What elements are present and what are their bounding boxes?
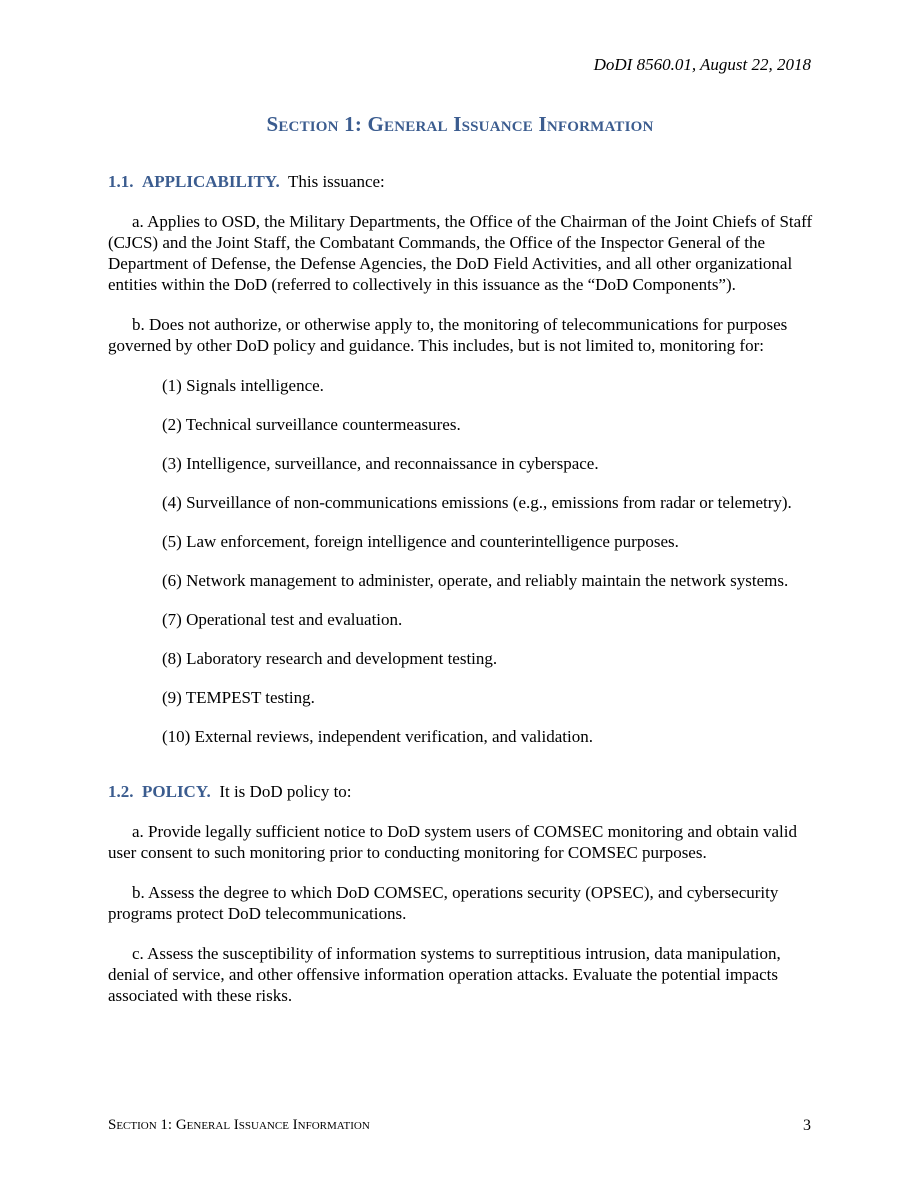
paragraph: a. Provide legally sufficient notice to DoD system users of COMSEC monitoring and obtain valid user consent to such monitoring prior to conducting monitoring for COMSEC purposes. — [108, 822, 797, 862]
paragraph: c. Assess the susceptibility of information systems to surreptitious intrusion, data manipulation, denial of service, and other offensive information operation attacks. Evaluate the potential impacts associated with these risks. — [108, 944, 781, 1005]
section-intro: This issuance: — [287, 172, 385, 191]
document-body — [108, 171, 818, 1025]
section-spacer — [108, 765, 818, 781]
list-item: (10) External reviews, independent verification, and validation. — [162, 727, 593, 746]
paragraph: b. Assess the degree to which DoD COMSEC, operations security (OPSEC), and cybersecurity programs protect DoD telecommunications. — [108, 883, 779, 923]
policy-heading — [108, 781, 818, 802]
section-number: 1.1. — [108, 172, 134, 191]
section-number: 1.2. — [108, 782, 134, 801]
section-label: APPLICABILITY. — [142, 172, 280, 191]
document-reference: DoDI 8560.01, August 22, 2018 — [593, 55, 811, 74]
list-item: (6) Network management to administer, operate, and reliably maintain the network systems. — [162, 571, 789, 590]
list-item: (1) Signals intelligence. — [162, 376, 324, 395]
list-item: (2) Technical surveillance countermeasures. — [162, 415, 461, 434]
paragraph: b. Does not authorize, or otherwise apply to, the monitoring of telecommunications for purposes governed by other DoD policy and guidance. This includes, but is not limited to, monitoring for: — [108, 315, 788, 355]
footer-section-label: Section 1: General Issuance Information — [108, 1117, 370, 1133]
section-title: Section 1: General Issuance Information — [266, 112, 654, 136]
list-item: (5) Law enforcement, foreign intelligence and counterintelligence purposes. — [162, 532, 679, 551]
page-number: 3 — [803, 1117, 811, 1134]
section-label: POLICY. — [142, 782, 211, 801]
paragraph: a. Applies to OSD, the Military Departments, the Office of the Chairman of the Joint Chiefs of Staff (CJCS) and the Joint Staff, the Combatant Commands, the Office of the Inspector General of the Department of Defense, the Defense Agencies, the DoD Field Activities, and all other organizational entities within the DoD (referred to collectively in this issuance as the “DoD Components”). — [108, 212, 813, 294]
list-item: (8) Laboratory research and development testing. — [162, 649, 498, 668]
applicability-heading — [108, 171, 818, 192]
list-item: (9) TEMPEST testing. — [162, 688, 315, 707]
list-item: (4) Surveillance of non-communications emissions (e.g., emissions from radar or telemetry). — [162, 493, 792, 512]
section-intro: It is DoD policy to: — [219, 782, 352, 801]
list-item: (3) Intelligence, surveillance, and reconnaissance in cyberspace. — [162, 454, 599, 473]
list-item: (7) Operational test and evaluation. — [162, 610, 403, 629]
